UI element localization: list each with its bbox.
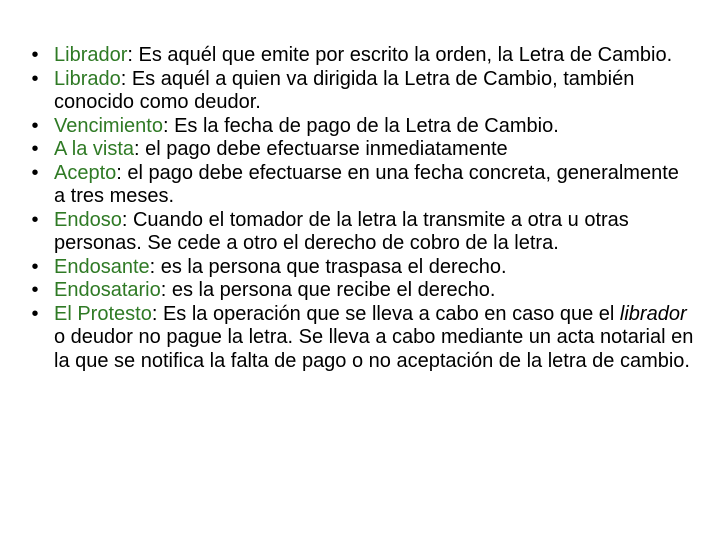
bullet-icon: • bbox=[31, 279, 39, 301]
bullet-icon: • bbox=[31, 44, 39, 66]
definition-endosatario: : es la persona que recibe el derecho. bbox=[160, 279, 496, 301]
definition-el-protesto-end: o deudor no pague la letra. Se lleva a cabo mediante un acta notarial en la que se notifica la falta de pago o no aceptación de la letra de cambio. bbox=[54, 326, 694, 372]
term-librador: Librador bbox=[54, 44, 128, 66]
list-item-endosatario bbox=[26, 279, 694, 303]
bullet-icon: • bbox=[31, 67, 39, 90]
definition-endosante: : es la persona que traspasa el derecho. bbox=[149, 255, 507, 278]
definition-el-protesto-start: : Es la operación que se lleva a cabo en caso que el bbox=[151, 302, 620, 325]
definition-librado: : Es aquél a quien va dirigida la Letra de Cambio, también conocido como deudor. bbox=[54, 67, 635, 113]
list-item-vencimiento bbox=[26, 115, 694, 139]
definition-vencimiento: : Es la fecha de pago de la Letra de Cambio. bbox=[162, 114, 559, 137]
list-item-endosante bbox=[26, 256, 694, 280]
list-item-acepto bbox=[26, 162, 694, 209]
bullet-icon: • bbox=[31, 138, 39, 160]
emphasis-librador: librador bbox=[619, 302, 687, 325]
definition-endoso: : Cuando el tomador de la letra la transmite a otra u otras personas. Se cede a otro el derecho de cobro de la letra. bbox=[54, 208, 629, 254]
list-item-a-la-vista bbox=[26, 138, 694, 162]
bullet-icon: • bbox=[31, 302, 39, 325]
bullet-icon: • bbox=[31, 161, 39, 184]
definition-librador: : Es aquél que emite por escrito la orden, la Letra de Cambio. bbox=[127, 44, 673, 66]
bullet-icon: • bbox=[31, 255, 39, 278]
definitions-list bbox=[26, 44, 694, 373]
bullet-icon: • bbox=[31, 208, 39, 231]
term-a-la-vista: A la vista bbox=[54, 138, 135, 160]
definition-a-la-vista: : el pago debe efectuarse inmediatamente bbox=[134, 138, 508, 160]
bullet-icon: • bbox=[31, 114, 39, 137]
list-item-librador bbox=[26, 44, 694, 68]
term-librado: Librado bbox=[54, 67, 121, 90]
term-vencimiento: Vencimiento bbox=[54, 114, 163, 137]
term-acepto: Acepto bbox=[54, 161, 117, 184]
term-el-protesto: El Protesto bbox=[54, 302, 152, 325]
term-endosante: Endosante bbox=[54, 255, 150, 278]
list-item-endoso bbox=[26, 209, 694, 256]
list-item-el-protesto bbox=[26, 303, 694, 374]
list-item-librado bbox=[26, 68, 694, 115]
term-endosatario: Endosatario bbox=[54, 279, 161, 301]
term-endoso: Endoso bbox=[54, 208, 122, 231]
definition-acepto: : el pago debe efectuarse en una fecha concreta, generalmente a tres meses. bbox=[54, 161, 679, 207]
